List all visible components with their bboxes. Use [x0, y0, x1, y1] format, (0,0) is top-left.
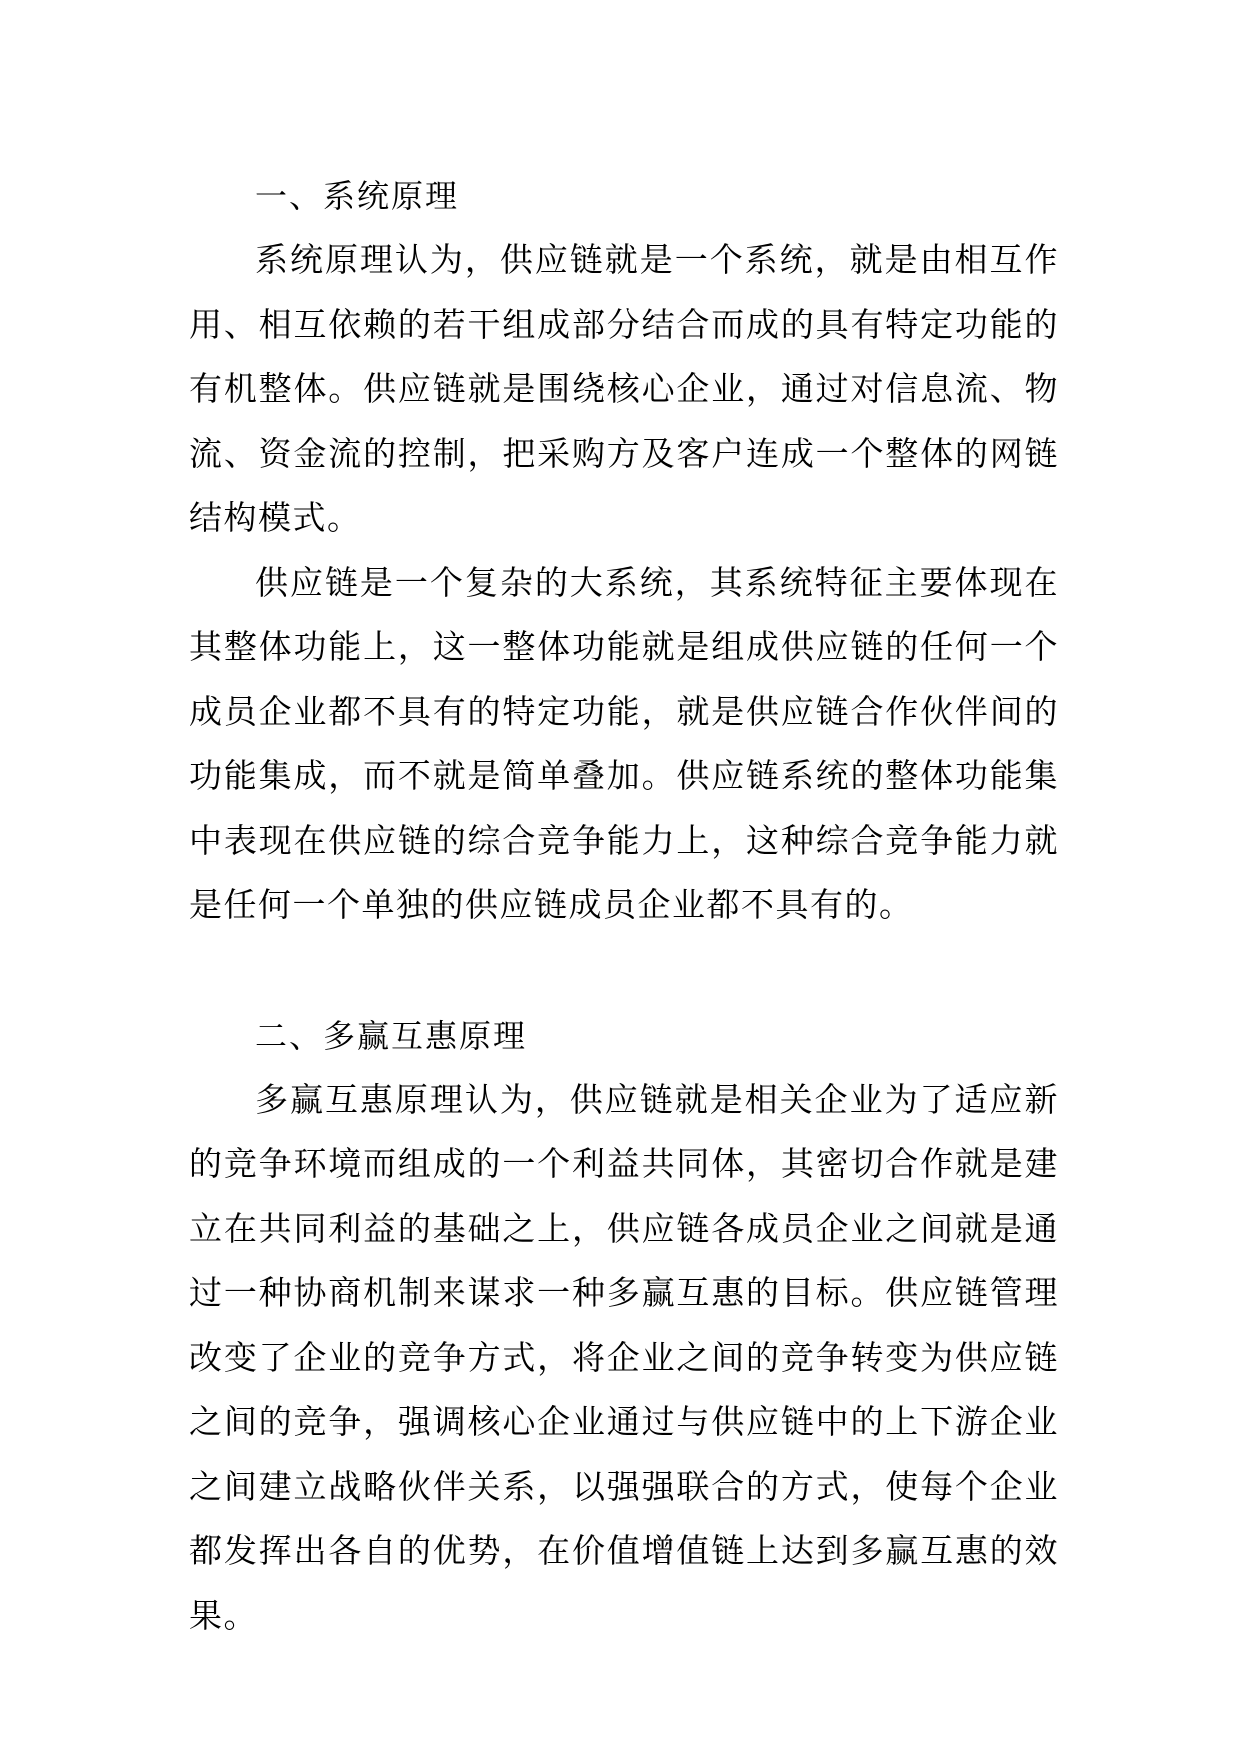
- section-heading-win-win-principle: 二、多赢互惠原理: [255, 1016, 528, 1055]
- document-body: [189, 164, 1059, 1648]
- section-paragraph: 系统原理认为，供应链就是一个系统，就是由相互作用、相互依赖的若干组成部分结合而成的具有特定功能的有机整体。供应链就是围绕核心企业，通过对信息流、物流、资金流的控制，把采购方及客户连成一个整体的网链结构模式。: [189, 240, 1059, 537]
- section-heading-system-principle: 一、系统原理: [255, 177, 460, 215]
- section-paragraph: 多赢互惠原理认为，供应链就是相关企业为了适应新的竞争环境而组成的一个利益共同体，其密切合作就是建立在共同利益的基础之上，供应链各成员企业之间就是通过一种协商机制来谋求一种多赢互惠的目标。供应链管理改变了企业的竞争方式，将企业之间的竞争转变为供应链之间的竞争，强调核心企业通过与供应链中的上下游企业之间建立战略伙伴关系，以强强联合的方式，使每个企业都发挥出各自的优势，在价值增值链上达到多赢互惠的效果。: [189, 1079, 1059, 1635]
- section-paragraph: 供应链是一个复杂的大系统，其系统特征主要体现在其整体功能上，这一整体功能就是组成供应链的任何一个成员企业都不具有的特定功能，就是供应链合作伙伴间的功能集成，而不就是简单叠加。供应链系统的整体功能集中表现在供应链的综合竞争能力上，这种综合竞争能力就是任何一个单独的供应链成员企业都不具有的。: [189, 562, 1059, 924]
